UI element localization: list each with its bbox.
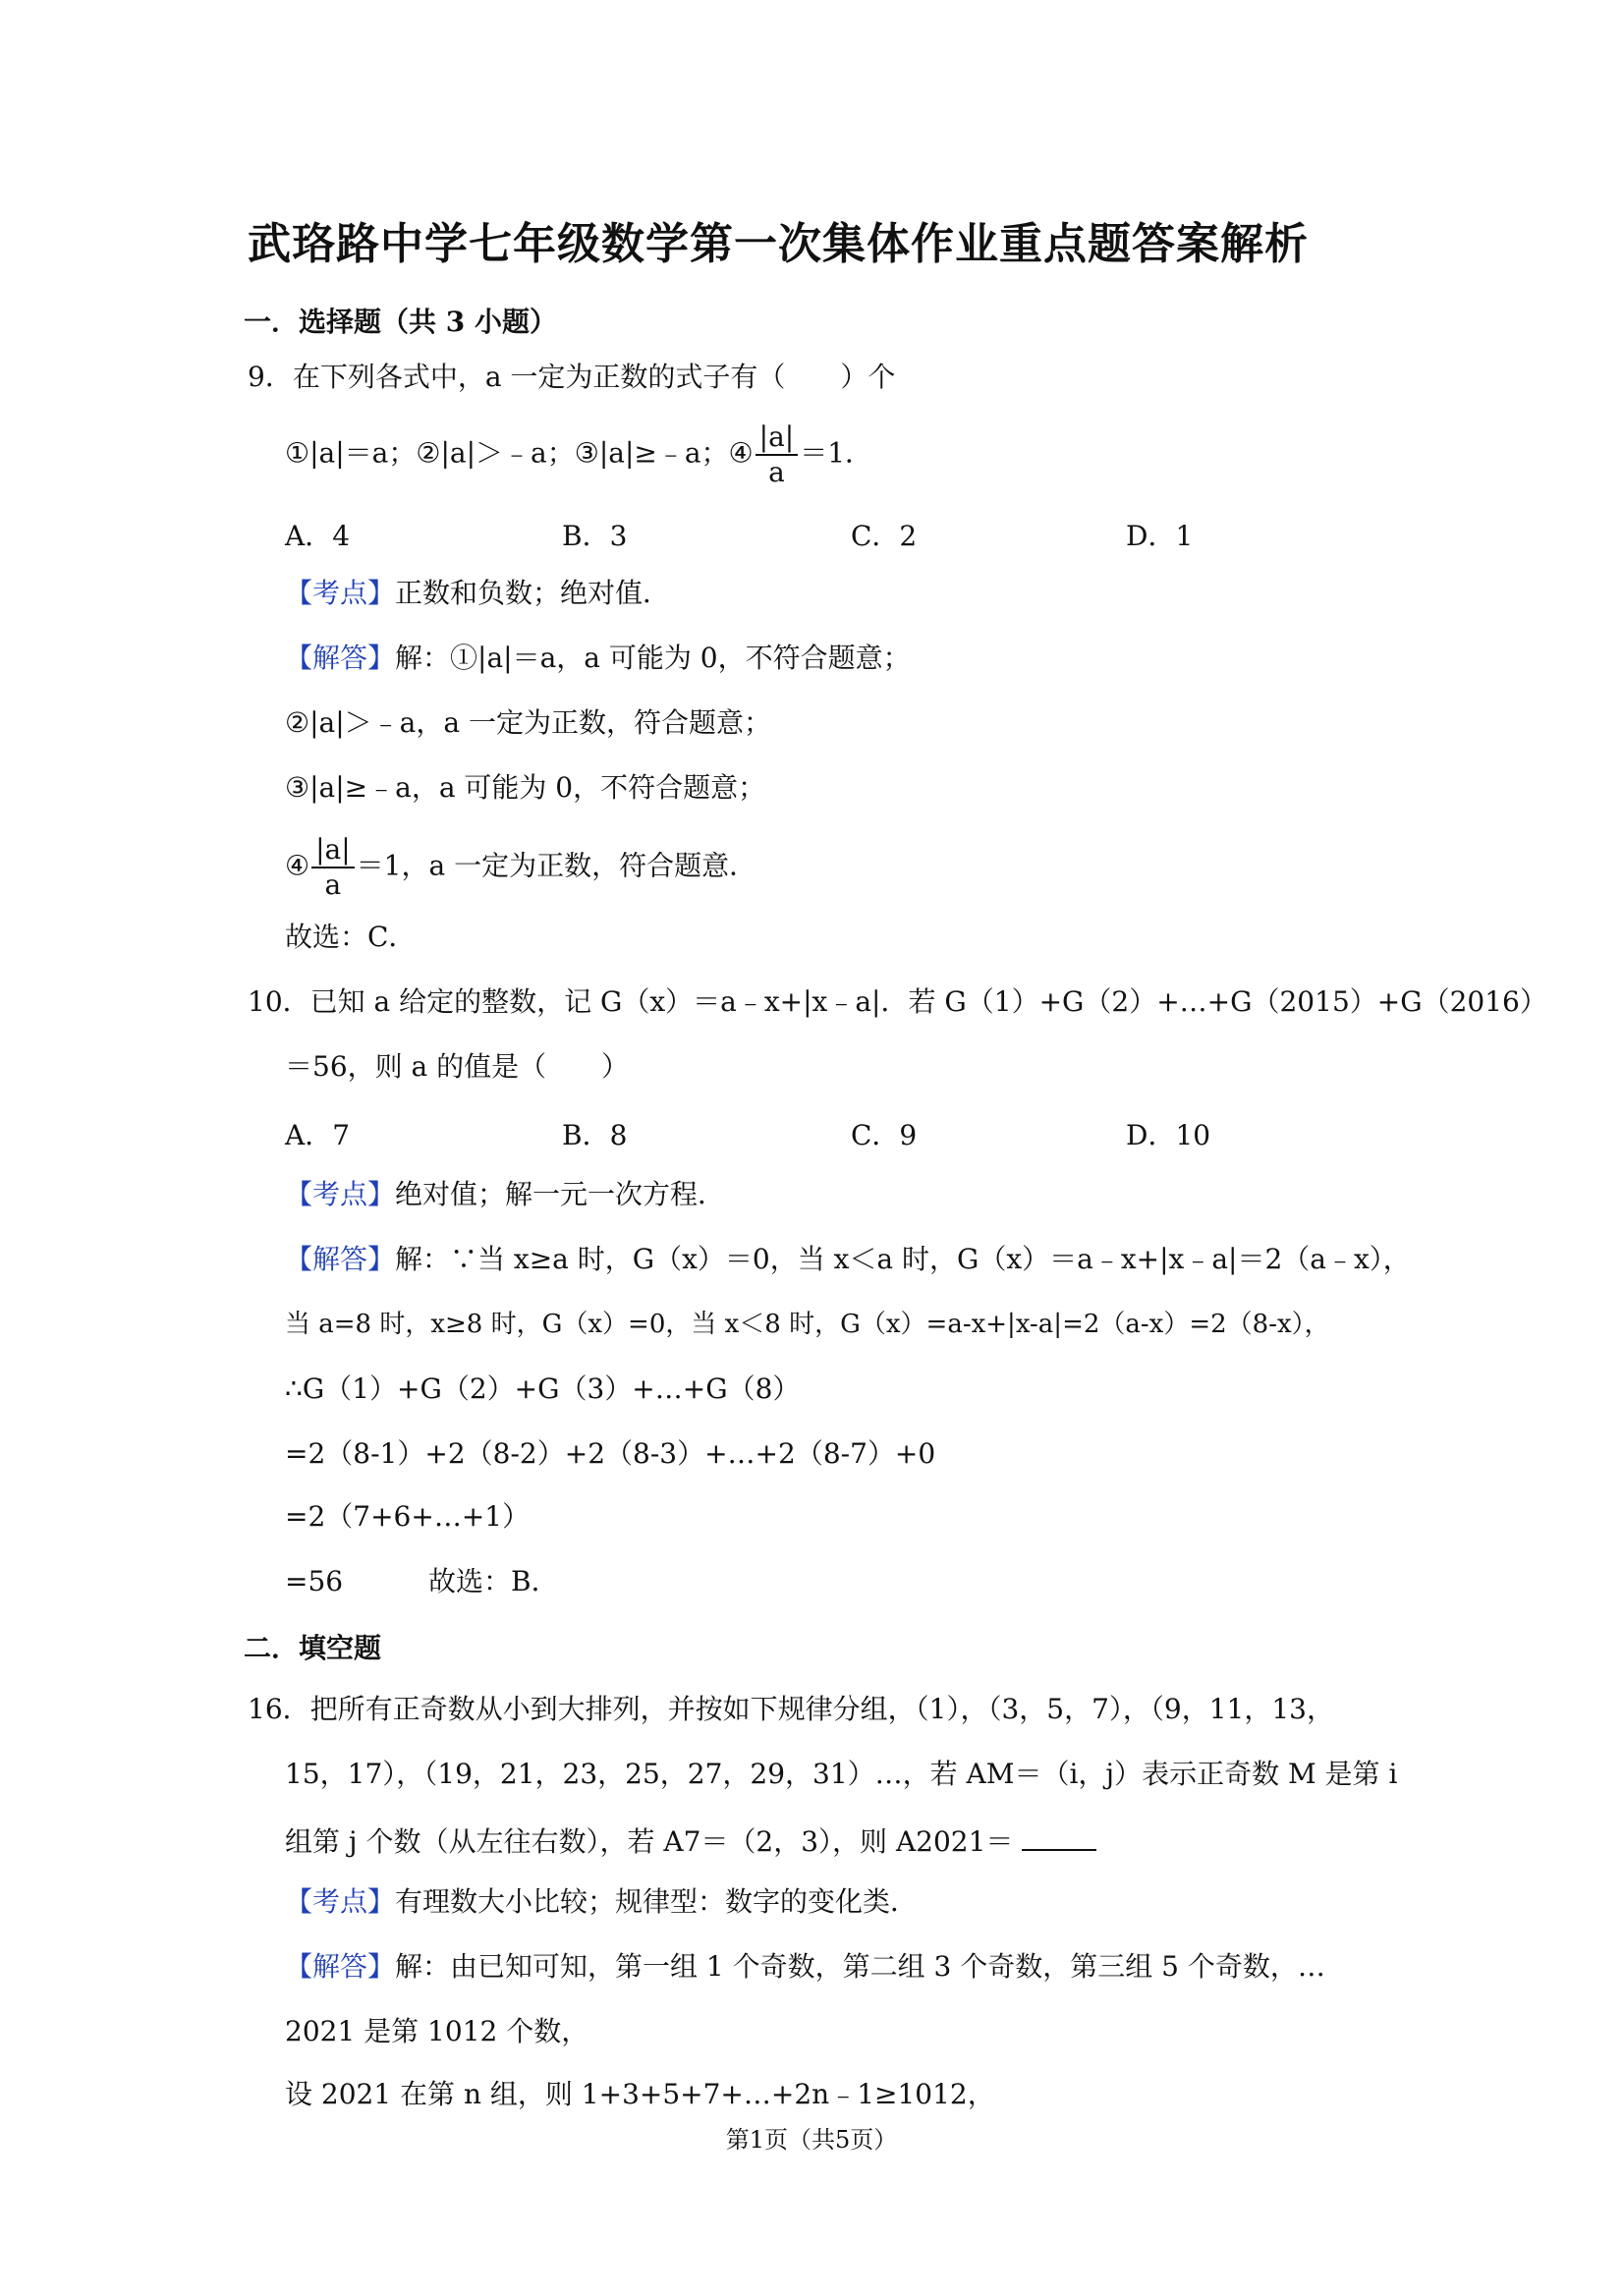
jieda-tag: 【解答】 [285, 1243, 396, 1275]
option-d: D．10 [1126, 1119, 1211, 1151]
solution-suffix: ＝1，a 一定为正数，符合题意． [356, 849, 757, 882]
kaodian-tag: 【考点】 [285, 577, 396, 609]
question-10-choice: 故选：B． [428, 1565, 559, 1597]
question-16-solution-1 [285, 1949, 1325, 1985]
question-9-solution-4 [285, 833, 756, 902]
question-10-solution-6: =56 [285, 1565, 344, 1597]
option-b: B．8 [562, 1119, 628, 1151]
solution-text: 解：①|a|＝a，a 可能为 0，不符合题意； [395, 642, 911, 674]
question-10-solution-2: 当 a=8 时，x≥8 时，G（x）=0，当 x＜8 时，G（x）=a-x+|x-a|=2（a-x）=2（8-x）， [285, 1310, 1330, 1339]
question-16-solution-3: 设 2021 在第 n 组，则 1+3+5+7+…+2n﹣1≥1012， [285, 2078, 995, 2110]
solution-text: 解：∵当 x≥a 时，G（x）＝0，当 x＜a 时，G（x）＝a﹣x+|x﹣a|＝2（a﹣x）， [395, 1243, 1411, 1275]
solution-prefix: ④ [285, 849, 310, 882]
option-d: D．1 [1126, 520, 1194, 552]
option-c: C．2 [851, 520, 918, 552]
option-b: B．3 [562, 520, 628, 552]
question-9-items-suffix: ＝1． [800, 436, 873, 470]
stem-text: 组第 j 个数（从左往右数），若 A7＝（2，3），则 A2021＝ [285, 1825, 1014, 1858]
question-9-solution-3: ③|a|≥﹣a，a 可能为 0，不符合题意； [285, 771, 766, 804]
fraction [756, 420, 799, 489]
section-heading-fill: 二．填空题 [244, 1632, 382, 1664]
kaodian-tag: 【考点】 [285, 1178, 396, 1210]
question-9-items-prefix: ①|a|＝a；②|a|＞﹣a；③|a|≥﹣a；④ [285, 436, 754, 470]
jieda-tag: 【解答】 [285, 1950, 396, 1983]
question-10-stem-2: ＝56，则 a 的值是（ ） [285, 1050, 630, 1083]
option-a: A．7 [285, 1119, 351, 1151]
kaodian-text: 绝对值；解一元一次方程． [395, 1178, 726, 1210]
question-9-choice: 故选：C． [285, 921, 417, 953]
option-a: A．4 [285, 520, 351, 552]
question-10-solution-1 [285, 1242, 1411, 1277]
question-16-solution-2: 2021 是第 1012 个数， [285, 2015, 589, 2047]
question-16-stem-1: 16．把所有正奇数从小到大排列，并按如下规律分组，（1），（3，5，7），（9，11，13， [248, 1693, 1334, 1725]
question-16-stem-2: 15，17），（19，21，23，25，27，29，31）…，若 AM＝（i，j）表示正奇数 M 是第 i [285, 1758, 1398, 1790]
question-9-solution-1 [285, 641, 911, 676]
kaodian-text: 正数和负数；绝对值． [395, 577, 671, 609]
question-9-solution-2: ②|a|＞﹣a，a 一定为正数，符合题意； [285, 706, 771, 739]
kaodian-tag: 【考点】 [285, 1885, 396, 1918]
option-c: C．9 [851, 1119, 918, 1151]
question-9-kaodian [285, 576, 670, 611]
question-9-stem: 9．在下列各式中，a 一定为正数的式子有（ ）个 [248, 361, 896, 393]
answer-blank[interactable] [1022, 1821, 1096, 1851]
question-10-stem-1: 10．已知 a 给定的整数，记 G（x）＝a﹣x+|x﹣a|．若 G（1）+G（2）+…+G（2015）+G（2016） [248, 985, 1547, 1018]
question-10-solution-3: ∴G（1）+G（2）+G（3）+…+G（8） [285, 1372, 801, 1405]
page-title: 武珞路中学七年级数学第一次集体作业重点题答案解析 [248, 219, 1309, 269]
fraction-numerator: |a| [311, 833, 355, 868]
solution-text: 解：由已知可知，第一组 1 个奇数，第二组 3 个奇数，第三组 5 个奇数，… [395, 1950, 1325, 1983]
question-16-kaodian [285, 1884, 918, 1920]
fraction-denominator: a [768, 456, 785, 488]
question-10-solution-4: =2（8-1）+2（8-2）+2（8-3）+…+2（8-7）+0 [285, 1437, 936, 1470]
section-heading-choice: 一．选择题（共 3 小题） [244, 306, 557, 338]
fraction [311, 833, 355, 902]
fraction-numerator: |a| [756, 420, 799, 456]
fraction-denominator: a [324, 868, 342, 901]
question-10-solution-5: =2（7+6+…+1） [285, 1500, 531, 1533]
question-16-stem-3 [285, 1821, 1096, 1860]
question-9-items [285, 420, 872, 489]
page-footer: 第1页（共5页） [725, 2126, 898, 2154]
jieda-tag: 【解答】 [285, 642, 396, 674]
question-10-kaodian [285, 1177, 725, 1212]
kaodian-text: 有理数大小比较；规律型：数字的变化类． [395, 1885, 919, 1918]
